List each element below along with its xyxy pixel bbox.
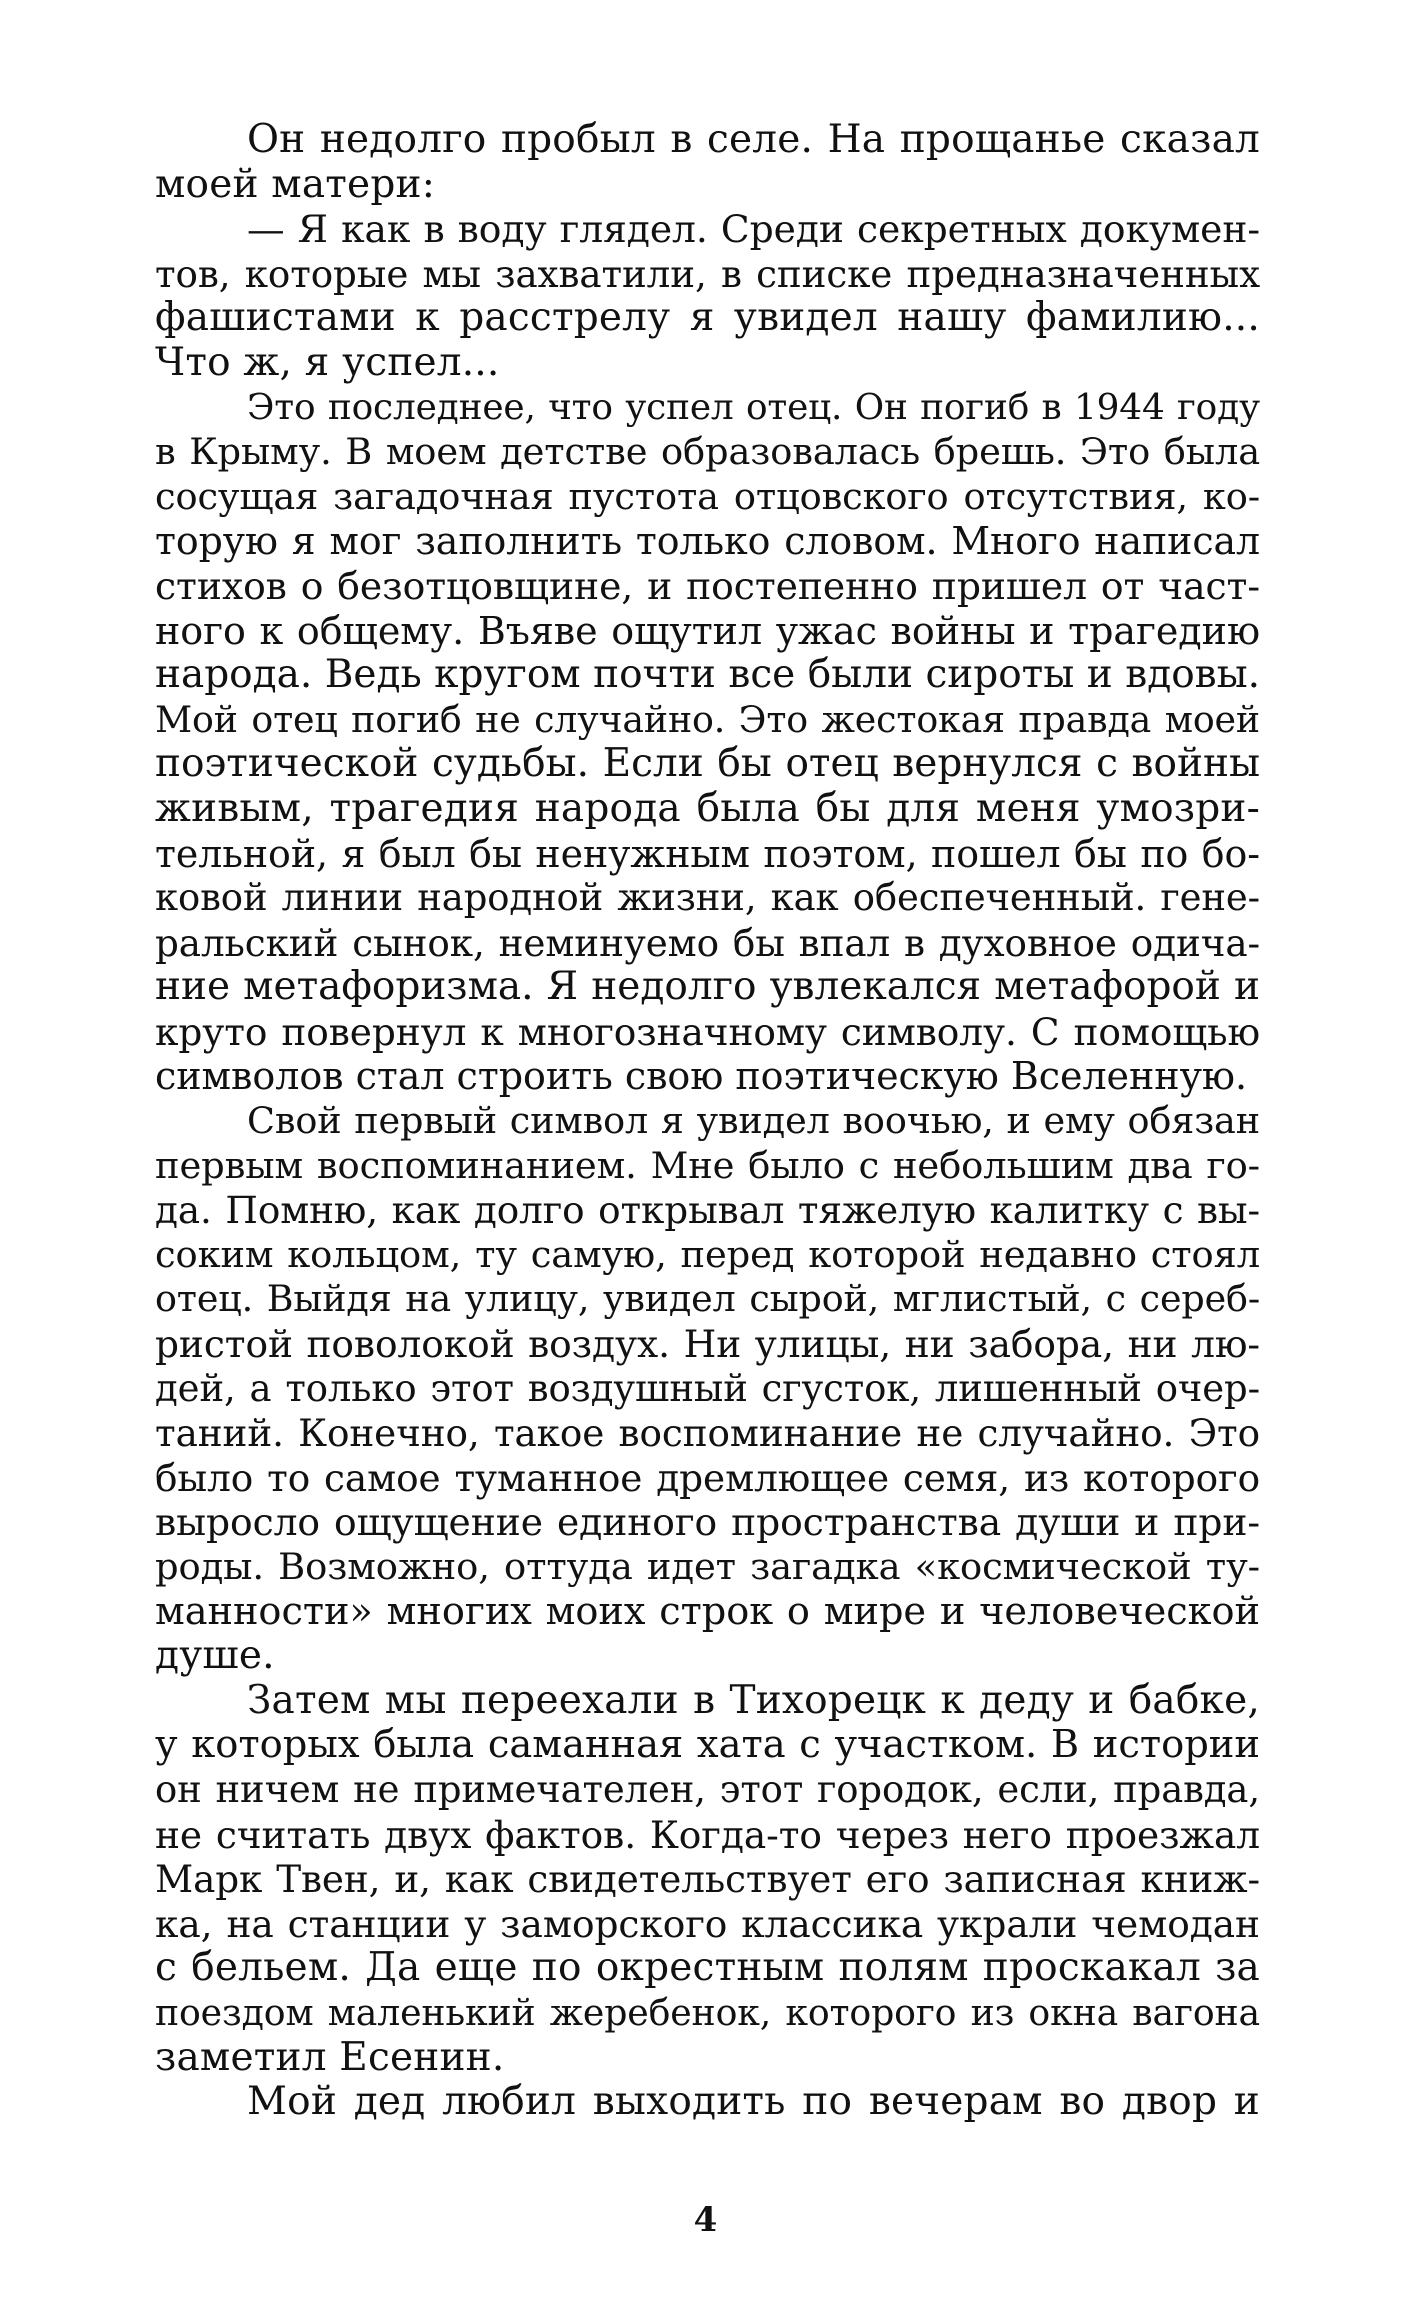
text-line: Что ж, я успел... (155, 339, 500, 385)
text-line: ристой поволокой воздух. Ни улицы, ни забора, ни лю- (155, 1322, 1260, 1367)
text-line: Свой первый символ я увидел воочью, и ему обязан (247, 1099, 1260, 1143)
page-number: 4 (693, 2200, 718, 2240)
text-line: тов, которые мы захватили, в списке предназначенных (155, 251, 1260, 296)
text-line: ние метафоризма. Я недолго увлекался метафорой и (155, 964, 1260, 1010)
text-line: не считать двух фактов. Когда-то через него проезжал (155, 1812, 1260, 1857)
text-line: торую я мог заполнить только словом. Много написал (155, 519, 1260, 564)
text-line: сосущая загадочная пустота отцовского отсутствия, ко- (155, 474, 1260, 518)
text-line: тельной, я был бы ненужным поэтом, пошел бы по бо- (155, 831, 1260, 876)
text-line: роды. Возможно, оттуда идет загадка «космической ту- (155, 1545, 1260, 1588)
text-line: живым, трагедия народа была бы для меня умозри- (155, 785, 1260, 831)
text-line: поездом маленький жеребенок, которого из окна вагона (155, 1990, 1260, 2034)
text-line: ральский сынок, неминуемо бы впал в духовное одича- (155, 920, 1260, 965)
text-line: Это последнее, что успел отец. Он погиб в 1944 году (247, 386, 1260, 428)
text-line: — Я как в воду глядел. Среди секретных докумен- (247, 207, 1260, 252)
text-line: у которых была саманная хата с участком. В истории (155, 1722, 1260, 1768)
text-line: да. Помню, как долго открывал тяжелую калитку с вы- (155, 1188, 1260, 1233)
text-line: с бельем. Да еще по окрестным полям проскакал за (155, 1945, 1260, 1991)
text-line: отец. Выйдя на улицу, увидел сырой, мглистый, с сереб- (155, 1277, 1260, 1321)
text-line: заметил Есенин. (155, 2034, 505, 2080)
text-line: таний. Конечно, такое воспоминание не случайно. Это (155, 1411, 1260, 1456)
text-line: народа. Ведь кругом почти все были сироты и вдовы. (155, 652, 1260, 698)
text-line: ковой линии народной жизни, как обеспеченный. гене- (155, 876, 1260, 920)
page-body (155, 118, 1260, 2238)
text-line: соким кольцом, ту самую, перед которой недавно стоял (155, 1232, 1260, 1276)
text-line: манности» многих моих строк о мире и человеческой (155, 1588, 1260, 1634)
text-line: Мой дед любил выходить по вечерам во двор и (247, 2079, 1260, 2125)
text-line: ка, на станции у заморского классика украли чемодан (155, 1901, 1260, 1946)
text-line: Марк Твен, и, как свидетельствует его записная книж- (155, 1857, 1260, 1902)
text-line: душе. (155, 1633, 275, 1679)
text-line: поэтической судьбы. Если бы отец вернулся с войны (155, 741, 1260, 787)
text-line: он ничем не примечателен, этот городок, если, правда, (155, 1767, 1260, 1811)
text-line: в Крыму. В моем детстве образовалась брешь. Это была (155, 430, 1260, 474)
text-line: Он недолго пробыл в селе. На прощанье сказал (247, 117, 1260, 162)
text-line: выросло ощущение единого пространства души и при- (155, 1500, 1260, 1545)
text-line: первым воспоминанием. Мне было с небольшим два го- (155, 1143, 1260, 1187)
text-block (155, 118, 1260, 2125)
text-line: Затем мы переехали в Тихорецк к деду и бабке, (247, 1677, 1260, 1723)
text-line: круто повернул к многозначному символу. С помощью (155, 1009, 1260, 1054)
text-line: было то самое туманное дремлющее семя, из которого (155, 1455, 1260, 1500)
text-line: моей матери: (155, 161, 436, 207)
text-line: фашистами к расстрелу я увидел нашу фамилию... (155, 295, 1260, 341)
text-line: ного к общему. Въяве ощутил ужас войны и трагедию (155, 608, 1260, 653)
text-line: стихов о безотцовщине, и постепенно пришел от част- (155, 563, 1260, 608)
text-line: дей, а только этот воздушный сгусток, лишенный очер- (155, 1366, 1260, 1410)
text-line: Мой отец погиб не случайно. Это жестокая правда моей (155, 697, 1260, 741)
text-line: символов стал строить свою поэтическую Вселенную. (155, 1054, 1247, 1099)
